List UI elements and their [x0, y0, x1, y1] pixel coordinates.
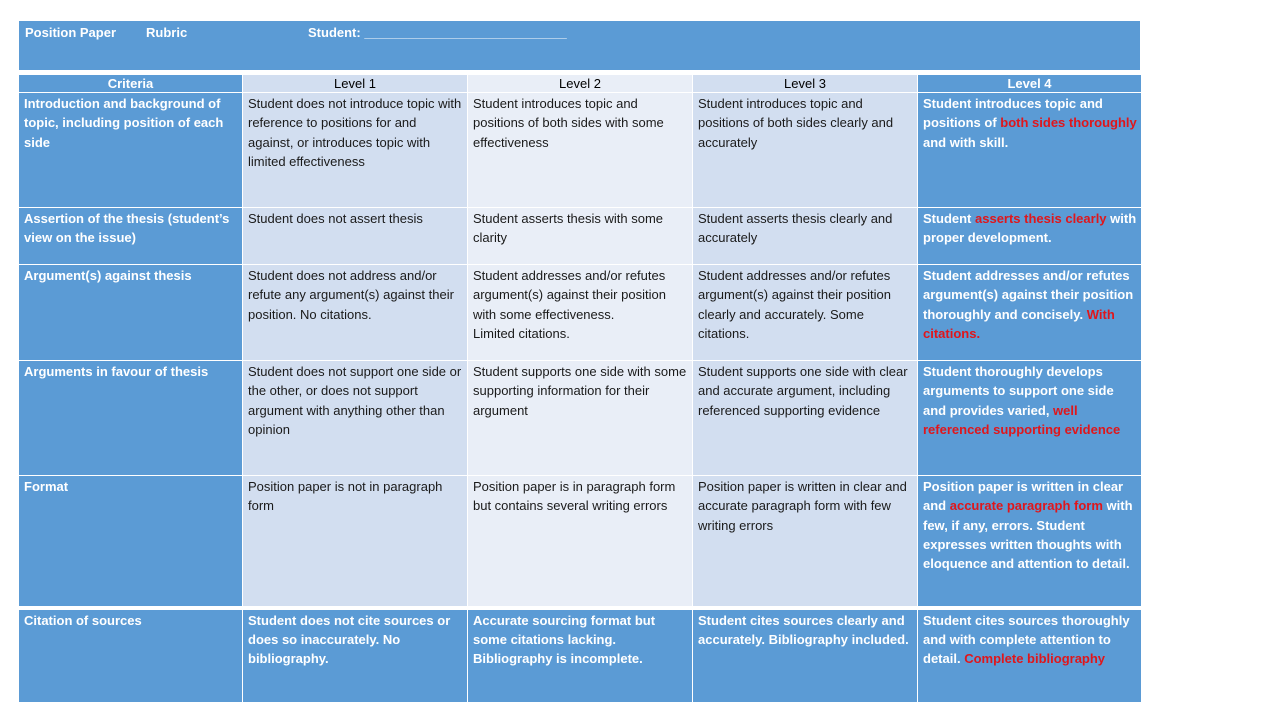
level-4-cell	[918, 93, 1142, 208]
highlighted-text: asserts thesis clearly	[975, 211, 1107, 226]
level-4-cell	[918, 608, 1142, 703]
table-row	[19, 208, 1142, 265]
title-position-paper: Position Paper	[25, 25, 117, 40]
cell-text: Student introduces topic and positions of	[923, 96, 1103, 131]
level-2-cell: Student asserts thesis with some clarity	[468, 208, 693, 265]
rubric-slide	[18, 20, 1141, 703]
level-3-cell: Student cites sources clearly and accurately. Bibliography included.	[693, 608, 918, 703]
level-1-cell: Student does not introduce topic with reference to positions for and against, or introduces topic with limited effectiveness	[243, 93, 468, 208]
highlighted-text: accurate paragraph form	[949, 498, 1103, 514]
cell-text: Position paper is written in clear and	[923, 479, 1124, 514]
level-3-cell: Position paper is written in clear and accurate paragraph form with few writing errors	[693, 476, 918, 608]
level-1-cell: Student does not cite sources or does so inaccurately. No bibliography.	[243, 608, 468, 703]
cell-text: with proper development.	[923, 211, 1137, 246]
cell-text: Student	[923, 211, 975, 226]
cell-text: and with skill.	[923, 134, 1009, 150]
criteria-cell: Citation of sources	[19, 608, 243, 703]
level-2-cell: Position paper is in paragraph form but contains several writing errors	[468, 476, 693, 608]
criteria-cell: Format	[19, 476, 243, 608]
level-1-cell: Student does not support one side or the other, or does not support argument with anything other than opinion	[243, 361, 468, 476]
level-4-cell	[918, 265, 1142, 361]
level-1-cell: Student does not assert thesis	[243, 208, 468, 265]
column-header-level-2: Level 2	[468, 75, 693, 93]
level-2-cell: Student supports one side with some supporting information for their argument	[468, 361, 693, 476]
level-1-cell: Position paper is not in paragraph form	[243, 476, 468, 608]
highlighted-text: Complete bibliography	[964, 651, 1106, 667]
title-rubric: Rubric	[146, 25, 188, 40]
level-4-cell	[918, 208, 1142, 265]
level-4-cell	[918, 361, 1142, 476]
cell-text: with few, if any, errors. Student expresses written thoughts with eloquence and attention to detail.	[923, 498, 1133, 572]
highlighted-text: With citations.	[923, 306, 1115, 341]
cell-text: Student addresses and/or refutes argument(s) against their position thoroughly and concisely.	[923, 268, 1134, 322]
table-row	[19, 476, 1142, 608]
criteria-cell: Argument(s) against thesis	[19, 265, 243, 361]
highlighted-text: both sides thoroughly	[1000, 115, 1137, 131]
cell-text: Student thoroughly develops arguments to support one side and provides varied,	[923, 364, 1114, 418]
criteria-cell: Assertion of the thesis (student’s view on the issue)	[19, 208, 243, 265]
header-row	[19, 75, 1142, 93]
level-3-cell: Student supports one side with clear and accurate argument, including referenced supporting evidence	[693, 361, 918, 476]
table-row	[19, 93, 1142, 208]
criteria-cell: Arguments in favour of thesis	[19, 361, 243, 476]
table-row	[19, 265, 1142, 361]
level-1-cell: Student does not address and/or refute any argument(s) against their position. No citations.	[243, 265, 468, 361]
column-header-criteria: Criteria	[19, 75, 243, 93]
table-row	[19, 361, 1142, 476]
highlighted-text: well referenced supporting evidence	[923, 402, 1121, 437]
level-3-cell: Student asserts thesis clearly and accurately	[693, 208, 918, 265]
table-row	[19, 608, 1142, 703]
level-2-cell: Student introduces topic and positions of both sides with some effectiveness	[468, 93, 693, 208]
rubric-table	[18, 74, 1142, 703]
column-header-level-4: Level 4	[918, 75, 1142, 93]
column-header-level-3: Level 3	[693, 75, 918, 93]
level-2-cell: Student addresses and/or refutes argument(s) against their position with some effectiveness. Limited citations.	[468, 265, 693, 361]
level-3-cell: Student addresses and/or refutes argument(s) against their position clearly and accurately. Some citations.	[693, 265, 918, 361]
title-bar	[18, 20, 1141, 71]
level-3-cell: Student introduces topic and positions of both sides clearly and accurately	[693, 93, 918, 208]
cell-text: Student cites sources thoroughly and with complete attention to detail.	[923, 612, 1130, 667]
criteria-cell: Introduction and background of topic, including position of each side	[19, 93, 243, 208]
column-header-level-1: Level 1	[243, 75, 468, 93]
level-2-cell: Accurate sourcing format but some citations lacking. Bibliography is incomplete.	[468, 608, 693, 703]
level-4-cell	[918, 476, 1142, 608]
student-name-line: Student: ____________________________	[308, 25, 567, 40]
